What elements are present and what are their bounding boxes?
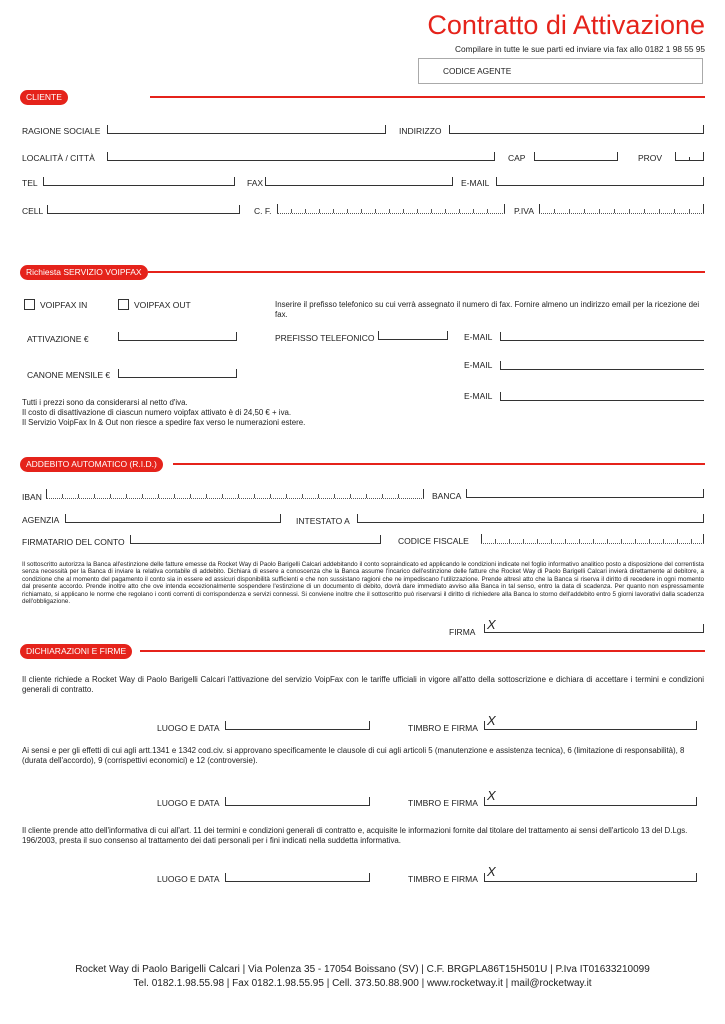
voipfax-in-label: VOIPFAX IN — [40, 300, 88, 310]
firma-label: FIRMA — [449, 627, 476, 637]
tel-label: TEL — [22, 178, 38, 188]
agenzia-field[interactable] — [65, 514, 281, 523]
fax-label: FAX — [247, 178, 264, 188]
codice-fiscale-field[interactable] — [481, 535, 704, 544]
prefisso-field[interactable] — [378, 331, 448, 340]
intestato-field[interactable] — [357, 514, 704, 523]
footer-company-info: Rocket Way di Paolo Barigelli Calcari | Via Polenza 35 - 17054 Boissano (SV) | C.F. BRGPLA86T15H501U | P.Iva IT01633210099 — [75, 964, 650, 975]
service-limit-note: Il Servizio VoipFax In & Out non riesce a spedire fax verso le numerazioni estere. — [22, 418, 306, 427]
section-voipfax: Richiesta SERVIZIO VOIPFAX — [20, 265, 148, 280]
timbro-firma-field-3[interactable] — [484, 873, 697, 882]
attivazione-label: ATTIVAZIONE € — [27, 334, 89, 344]
tel-field[interactable] — [43, 177, 235, 186]
voipfax-out-label: VOIPFAX OUT — [134, 300, 191, 310]
indirizzo-label: INDIRIZZO — [399, 126, 442, 136]
agent-code-label: CODICE AGENTE — [443, 66, 512, 76]
section-dichiarazioni: DICHIARAZIONI E FIRME — [20, 644, 132, 659]
section-rid-rule — [173, 463, 705, 465]
section-dichiarazioni-rule — [140, 650, 705, 652]
voipfax-instructions: Inserire il prefisso telefonico su cui verrà assegnato il numero di fax. Fornire almeno un indirizzo email per la ricezione dei fax. — [275, 300, 700, 319]
luogo-data-field-3[interactable] — [225, 873, 370, 882]
cell-field[interactable] — [47, 205, 240, 214]
luogo-data-label-1: LUOGO E DATA — [157, 723, 220, 733]
agenzia-label: AGENZIA — [22, 515, 60, 525]
luogo-data-field-1[interactable] — [225, 721, 370, 730]
luogo-data-label-3: LUOGO E DATA — [157, 874, 220, 884]
timbro-firma-x-mark-1: X — [487, 713, 496, 728]
price-note: Tutti i prezzi sono da considerarsi al netto d'iva. — [22, 398, 188, 407]
timbro-firma-x-mark-2: X — [487, 788, 496, 803]
ragione-sociale-label: RAGIONE SOCIALE — [22, 126, 101, 136]
declaration-privacy: Il cliente prende atto dell'informativa di cui all'art. 11 dei termini e condizioni generali di contratto e, acquisite le informazioni fornite dal titolare del trattamento ai sensi dell'articolo 13 del D.Lgs. 196/2003, presta il suo consenso al trattamento dei dati personali per i fini indicati nella suddetta informativa. — [22, 826, 688, 845]
banca-field[interactable] — [466, 489, 704, 498]
cap-field[interactable] — [534, 152, 618, 161]
deactivation-note: Il costo di disattivazione di ciascun numero voipfax attivato è di 24,50 € + iva. — [22, 408, 292, 417]
iban-field[interactable] — [46, 490, 424, 499]
email-2-field[interactable] — [500, 361, 704, 370]
email-label: E-MAIL — [461, 178, 490, 188]
cell-label: CELL — [22, 206, 44, 216]
cf-field[interactable] — [277, 205, 505, 214]
ragione-sociale-field[interactable] — [107, 125, 386, 134]
timbro-firma-field-2[interactable] — [484, 797, 697, 806]
declaration-clauses: Ai sensi e per gli effetti di cui agli artt.1341 e 1342 cod.civ. si approvano specificamente le clausole di cui agli articoli 5 (manutenzione e assistenza tecnica), 6 (limitazione di responsabilità), 8 (durata dell'accordo), 9 (corrispettivi economici) e 12 (controversie). — [22, 746, 685, 765]
canone-field[interactable] — [118, 369, 237, 378]
codice-fiscale-label: CODICE FISCALE — [398, 536, 469, 546]
banca-label: BANCA — [432, 491, 462, 501]
section-voipfax-rule — [148, 271, 705, 273]
timbro-firma-label-1: TIMBRO E FIRMA — [408, 723, 478, 733]
section-cliente: CLIENTE — [20, 90, 68, 105]
email-2-label: E-MAIL — [464, 360, 493, 370]
section-rid: ADDEBITO AUTOMATICO (R.I.D.) — [20, 457, 163, 472]
email-field[interactable] — [496, 177, 704, 186]
page-subtitle: Compilare in tutte le sue parti ed inviare via fax allo 0182 1 98 55 95 — [455, 44, 705, 54]
luogo-data-label-2: LUOGO E DATA — [157, 798, 220, 808]
cf-label: C. F. — [254, 206, 272, 216]
email-3-label: E-MAIL — [464, 391, 493, 401]
timbro-firma-x-mark-3: X — [487, 864, 496, 879]
timbro-firma-field-1[interactable] — [484, 721, 697, 730]
voipfax-in-checkbox[interactable] — [24, 299, 35, 310]
localita-label: LOCALITÀ / CITTÀ — [22, 153, 95, 163]
localita-field[interactable] — [107, 152, 495, 161]
timbro-firma-label-2: TIMBRO E FIRMA — [408, 798, 478, 808]
prov-label: PROV — [638, 153, 663, 163]
firma-field[interactable] — [484, 624, 704, 633]
voipfax-out-checkbox[interactable] — [118, 299, 129, 310]
section-cliente-rule — [150, 96, 705, 98]
fax-field[interactable] — [265, 177, 453, 186]
declaration-activation: Il cliente richiede a Rocket Way di Paolo Barigelli Calcari l'attivazione del servizio VoipFax con le tariffe ufficiali in vigore all'atto della sottoscrizione e dichiara di accettare i termini e condizioni generali di contratto. — [22, 675, 704, 694]
canone-label: CANONE MENSILE € — [27, 370, 111, 380]
attivazione-field[interactable] — [118, 332, 237, 341]
firmatario-label: FIRMATARIO DEL CONTO — [22, 537, 125, 547]
footer-contact-info: Tel. 0182.1.98.55.98 | Fax 0182.1.98.55.95 | Cell. 373.50.88.900 | www.rocketway.it | mail@rocketway.it — [133, 978, 592, 989]
piva-label: P.IVA — [514, 206, 535, 216]
firmatario-field[interactable] — [130, 535, 381, 544]
iban-label: IBAN — [22, 492, 42, 502]
email-1-label: E-MAIL — [464, 332, 493, 342]
intestato-label: INTESTATO A — [296, 516, 350, 526]
luogo-data-field-2[interactable] — [225, 797, 370, 806]
piva-field[interactable] — [539, 205, 704, 214]
firma-x-mark: X — [487, 617, 496, 632]
prefisso-label: PREFISSO TELEFONICO — [275, 333, 375, 343]
indirizzo-field[interactable] — [449, 125, 704, 134]
page-title: Contratto di Attivazione — [427, 10, 705, 40]
cap-label: CAP — [508, 153, 526, 163]
email-3-field[interactable] — [500, 392, 704, 401]
email-1-field[interactable] — [500, 332, 704, 341]
rid-legal-text: Il sottoscritto autorizza la Banca all'estinzione delle fatture emesse da Rocket Way di Paolo Barigelli Calcari addebitando il conto sopraindicato ed applicando le condizioni indicate nel foglio informativo analitico posto a disposizione del correntista senza necessità per la Banca di inviare la relativa contabile di addebito. Dichiara di essere a conoscenza che la Banca assume l'incarico dell'estinzione delle fatture che Rocket Way di Paolo Barigelli Calcari invierà direttamente al debitore, a condizione che al momento del pagamento il conto sia in essere ed assicuri disponibilità sufficienti e che non sussistano ragioni che ne impediscano l'utilizzazione. Prende altresì atto che la Banca si riserva il diritto di recedere in ogni momento dal presente accordo. Prende inoltre atto che ove intenda eccezionalmente sospendere l'estinzione di un documento di debito, dovrà dare immediato avviso alla Banca in tal senso, entro la data di scadenza. Per quanto non espressamente richiamato, si applicano le norme che regolano i conti correnti di corrispondenza e servizi connessi. Si conviene inoltre che il sottoscritto può riservarsi il diritto di richiedere alla Banca lo storno dell'addebito entro 5 giorni lavorativi dalla scadenza dell'obbligazione. — [22, 561, 704, 606]
timbro-firma-label-3: TIMBRO E FIRMA — [408, 874, 478, 884]
prov-field-divider — [689, 157, 690, 161]
